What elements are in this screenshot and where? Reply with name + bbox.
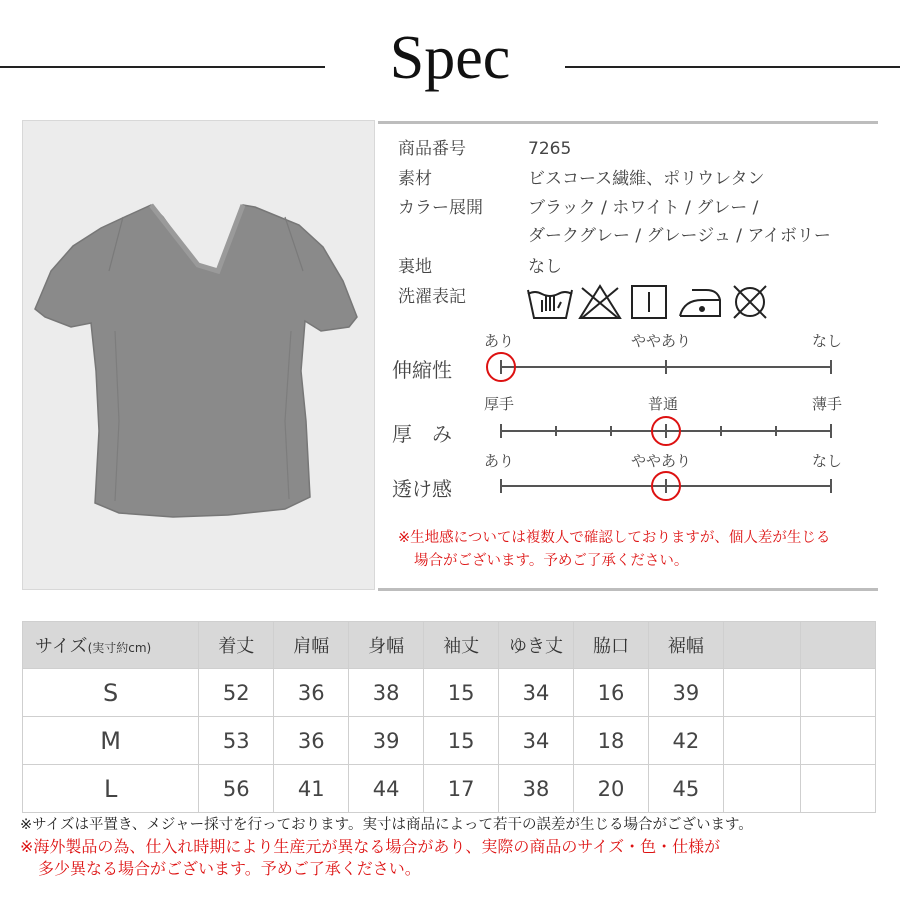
hand-wash-icon — [528, 290, 572, 318]
size-cell: S — [23, 669, 199, 717]
table-cell — [801, 717, 876, 765]
spec-value-lining: なし — [528, 257, 562, 277]
size-header-sub: (実寸約cm) — [87, 641, 152, 655]
footer-note-red-line2: 多少異なる場合がございます。予めご了承ください。 — [38, 859, 421, 878]
scale-sheer-tick-start — [500, 479, 502, 493]
spec-note-line2: 場合がございます。予めご了承ください。 — [414, 553, 689, 569]
table-cell: 36 — [274, 717, 349, 765]
iron-low-icon — [680, 290, 720, 316]
scale-stretch-title: 伸縮性 — [392, 358, 452, 382]
column-header: 脇口 — [574, 622, 649, 669]
spec-value-colors-line2: ダークグレー / グレージュ / アイボリー — [528, 226, 831, 246]
table-cell: 16 — [574, 669, 649, 717]
scale-thickness-tick-6 — [775, 426, 777, 436]
column-header — [801, 622, 876, 669]
scale-sheer-middle-label: ややあり — [631, 452, 692, 470]
care-icons-svg — [526, 282, 776, 322]
table-cell: 18 — [574, 717, 649, 765]
scale-stretch-tick-end — [830, 360, 832, 374]
product-photo — [22, 120, 375, 590]
spec-label-care: 洗濯表記 — [398, 287, 466, 307]
table-cell: 53 — [199, 717, 274, 765]
table-cell: 15 — [424, 669, 499, 717]
scale-thickness-middle-label: 普通 — [648, 395, 679, 413]
table-cell — [723, 765, 800, 813]
care-icons — [526, 282, 776, 322]
table-cell: 17 — [424, 765, 499, 813]
spec-label-item-number: 商品番号 — [398, 139, 466, 159]
table-row — [23, 717, 876, 765]
spec-value-material: ビスコース繊維、ポリウレタン — [528, 169, 765, 189]
table-cell: 44 — [349, 765, 424, 813]
no-dry-clean-icon — [734, 286, 766, 318]
scale-thickness-title: 厚 み — [392, 422, 452, 446]
spec-frame-top — [378, 121, 878, 124]
scale-sheer-title: 透け感 — [392, 477, 452, 501]
table-cell: 15 — [424, 717, 499, 765]
table-cell: 38 — [349, 669, 424, 717]
size-header-main: サイズ — [35, 636, 88, 657]
column-header — [723, 622, 800, 669]
scale-sheer-right-label: なし — [812, 452, 843, 470]
size-cell: M — [23, 717, 199, 765]
table-cell: 20 — [574, 765, 649, 813]
table-cell — [723, 669, 800, 717]
table-cell — [801, 765, 876, 813]
table-cell: 38 — [499, 765, 574, 813]
table-cell: 36 — [274, 669, 349, 717]
table-cell: 52 — [199, 669, 274, 717]
scale-thickness-tick-7 — [830, 424, 832, 438]
scale-thickness-tick-2 — [555, 426, 557, 436]
title-rule-left — [0, 66, 325, 68]
scale-thickness-marker — [651, 416, 681, 446]
scale-stretch-left-label: あり — [484, 332, 515, 350]
scale-sheer-tick-end — [830, 479, 832, 493]
table-cell: 34 — [499, 669, 574, 717]
tshirt-illustration — [23, 121, 376, 591]
table-cell: 56 — [199, 765, 274, 813]
spec-frame-bottom — [378, 588, 878, 591]
table-row — [23, 669, 876, 717]
spec-note — [398, 527, 830, 573]
table-cell: 39 — [648, 669, 723, 717]
table-row — [23, 765, 876, 813]
scale-sheer-marker — [651, 471, 681, 501]
size-header-cell — [23, 622, 199, 669]
footer-note-black: ※サイズは平置き、メジャー採寸を行っております。実寸は商品によって若干の誤差が生じる場合がございます。 — [20, 817, 753, 833]
column-header: 肩幅 — [274, 622, 349, 669]
scale-stretch-marker — [486, 352, 516, 382]
column-header: 身幅 — [349, 622, 424, 669]
table-cell: 45 — [648, 765, 723, 813]
scale-stretch-right-label: なし — [812, 332, 843, 350]
line-dry-icon — [632, 286, 666, 318]
title-bar — [0, 0, 900, 110]
table-cell: 41 — [274, 765, 349, 813]
scale-stretch-tick-middle — [665, 360, 667, 374]
column-header: 裾幅 — [648, 622, 723, 669]
scale-thickness-left-label: 厚手 — [484, 395, 515, 413]
scale-thickness-tick-1 — [500, 424, 502, 438]
scale-stretch-middle-label: ややあり — [631, 332, 692, 350]
title-rule-right — [565, 66, 900, 68]
column-header: ゆき丈 — [499, 622, 574, 669]
scale-thickness-right-label: 薄手 — [812, 395, 843, 413]
spec-note-line1: ※生地感については複数人で確認しておりますが、個人差が生じる — [398, 530, 831, 546]
size-table — [22, 621, 876, 813]
size-cell: L — [23, 765, 199, 813]
footer-note-red-line1: ※海外製品の為、仕入れ時期により生産元が異なる場合があり、実際の商品のサイズ・色・仕様が — [20, 837, 721, 856]
table-cell: 42 — [648, 717, 723, 765]
column-header: 着丈 — [199, 622, 274, 669]
scale-sheer-left-label: あり — [484, 452, 515, 470]
table-cell: 34 — [499, 717, 574, 765]
table-cell: 39 — [349, 717, 424, 765]
spec-label-material: 素材 — [398, 169, 432, 189]
table-cell — [801, 669, 876, 717]
no-bleach-icon — [580, 286, 620, 318]
spec-value-colors-line1: ブラック / ホワイト / グレー / — [528, 198, 759, 218]
page-title: Spec — [389, 24, 511, 92]
spec-label-lining: 裏地 — [398, 257, 432, 277]
column-header: 袖丈 — [424, 622, 499, 669]
spec-value-item-number: 7265 — [528, 139, 572, 159]
size-table-header — [23, 622, 876, 669]
scale-thickness-tick-5 — [720, 426, 722, 436]
scale-thickness-tick-3 — [610, 426, 612, 436]
spec-label-colors: カラー展開 — [398, 198, 483, 218]
table-cell — [723, 717, 800, 765]
